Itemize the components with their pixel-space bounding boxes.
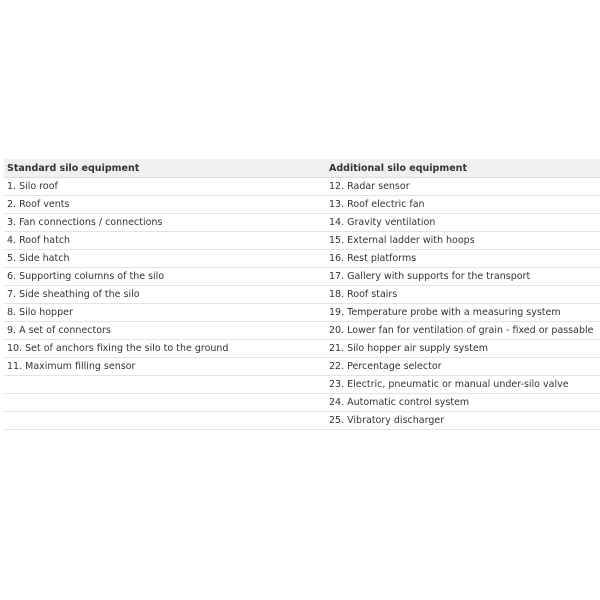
standard-cell: 4. Roof hatch (4, 232, 326, 250)
equipment-table (4, 159, 600, 430)
table-row (4, 214, 600, 232)
table-row (4, 178, 600, 196)
table-row (4, 358, 600, 376)
table-row (4, 340, 600, 358)
standard-cell: 1. Silo roof (4, 178, 326, 196)
additional-cell: 19. Temperature probe with a measuring system (326, 304, 600, 322)
additional-cell: 25. Vibratory discharger (326, 412, 600, 430)
additional-cell: 16. Rest platforms (326, 250, 600, 268)
standard-cell: 5. Side hatch (4, 250, 326, 268)
standard-cell (4, 394, 326, 412)
table-header-row (4, 159, 600, 178)
additional-cell: 21. Silo hopper air supply system (326, 340, 600, 358)
additional-cell: 14. Gravity ventilation (326, 214, 600, 232)
additional-cell: 12. Radar sensor (326, 178, 600, 196)
standard-cell: 3. Fan connections / connections (4, 214, 326, 232)
table-row (4, 322, 600, 340)
header-standard-equipment: Standard silo equipment (4, 159, 326, 178)
table-row (4, 376, 600, 394)
standard-cell: 10. Set of anchors fixing the silo to the ground (4, 340, 326, 358)
table-row (4, 394, 600, 412)
standard-cell (4, 376, 326, 394)
additional-cell: 13. Roof electric fan (326, 196, 600, 214)
additional-cell: 20. Lower fan for ventilation of grain - fixed or passable (326, 322, 600, 340)
equipment-table-container (4, 159, 600, 430)
standard-cell (4, 412, 326, 430)
additional-cell: 22. Percentage selector (326, 358, 600, 376)
additional-cell: 17. Gallery with supports for the transport (326, 268, 600, 286)
standard-cell: 9. A set of connectors (4, 322, 326, 340)
standard-cell: 8. Silo hopper (4, 304, 326, 322)
additional-cell: 18. Roof stairs (326, 286, 600, 304)
additional-cell: 23. Electric, pneumatic or manual under-silo valve (326, 376, 600, 394)
table-row (4, 286, 600, 304)
standard-cell: 11. Maximum filling sensor (4, 358, 326, 376)
table-row (4, 412, 600, 430)
table-row (4, 232, 600, 250)
standard-cell: 2. Roof vents (4, 196, 326, 214)
table-row (4, 304, 600, 322)
header-additional-equipment: Additional silo equipment (326, 159, 600, 178)
table-row (4, 250, 600, 268)
standard-cell: 6. Supporting columns of the silo (4, 268, 326, 286)
table-row (4, 268, 600, 286)
additional-cell: 15. External ladder with hoops (326, 232, 600, 250)
additional-cell: 24. Automatic control system (326, 394, 600, 412)
table-row (4, 196, 600, 214)
standard-cell: 7. Side sheathing of the silo (4, 286, 326, 304)
